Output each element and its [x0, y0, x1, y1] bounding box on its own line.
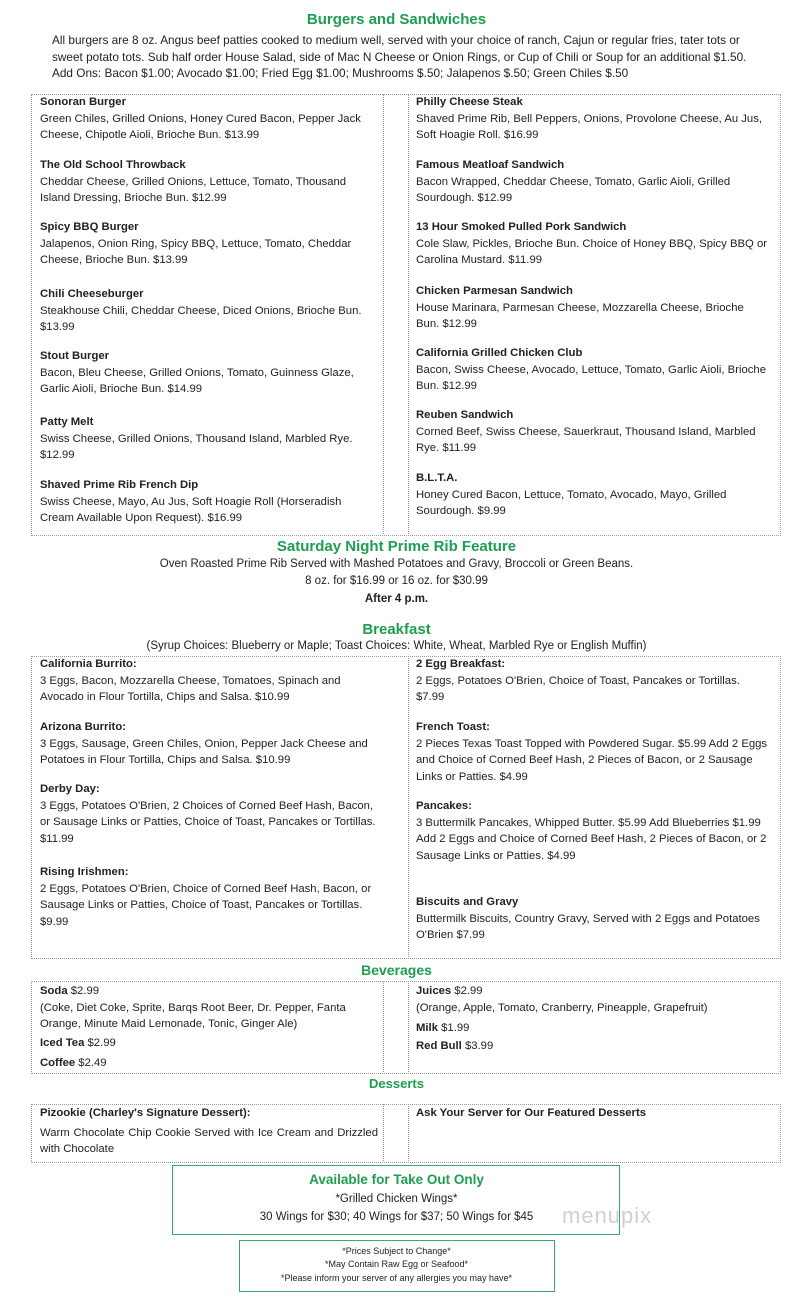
iced-tea-item — [40, 1035, 116, 1052]
menu-item — [416, 894, 768, 944]
menu-item-name: Philly Cheese Steak — [416, 96, 523, 108]
column-divider — [408, 1104, 409, 1161]
menu-item-desc: Buttermilk Biscuits, Country Gravy, Served with 2 Eggs and Potatoes O'Brien $7.99 — [416, 912, 760, 942]
menu-item-name: Stout Burger — [40, 350, 110, 362]
menu-item-desc: 2 Eggs, Potatoes O'Brien, Choice of Corned Beef Hash, Bacon, or Sausage Links or Patties, Choice of Toast, Pancakes or Tortillas. $9.99 — [40, 882, 372, 928]
menu-item-name: Patty Melt — [40, 416, 94, 428]
prime-rib-prices: 8 oz. for $16.99 or 16 oz. for $30.99 — [305, 575, 488, 587]
menu-item — [40, 286, 378, 336]
menu-item-name: B.L.T.A. — [416, 472, 458, 484]
menu-item-desc: 3 Eggs, Bacon, Mozzarella Cheese, Tomatoes, Spinach and Avocado in Flour Tortilla, Chips and Salsa. $10.99 — [40, 674, 341, 704]
red-bull-name: Red Bull — [416, 1040, 462, 1052]
menu-item — [40, 719, 378, 769]
prime-rib-time: After 4 p.m. — [364, 593, 429, 605]
breakfast-choices: (Syrup Choices: Blueberry or Maple; Toast Choices: White, Wheat, Marbled Rye or English Muffin) — [146, 640, 647, 652]
menu-item-desc: 3 Buttermilk Pancakes, Whipped Butter. $5.99 Add Blueberries $1.99 Add 2 Eggs and Choice of Corned Beef Hash, 2 Pieces of Bacon, or 2 Sausage Links or Patties. $4.99 — [416, 816, 767, 862]
menu-item — [40, 348, 378, 398]
burgers-intro: All burgers are 8 oz. Angus beef patties cooked to medium well, served with your choice of ranch, Cajun or regular fries, tater tots or sweet potato tots. Sub half order House Salad, side of Mac N Cheese or Onion Rings, or Cup of Chili or Soup for an additional $1.50. Add Ons: Bacon $1.00; Avocado $1.00; Fried Egg $1.00; Mushrooms $.50; Jalapenos $.50; Green Chiles $.50 — [52, 33, 747, 80]
menu-item-desc: 2 Pieces Texas Toast Topped with Powdered Sugar. $5.99 Add 2 Eggs and Choice of Corned Beef Hash, 2 Pieces of Bacon, or 2 Sausage Links or Patties. $4.99 — [416, 737, 768, 783]
soda-name: Soda — [40, 985, 68, 997]
soda-desc: (Coke, Diet Coke, Sprite, Barqs Root Beer, Dr. Pepper, Fanta Orange, Minute Maid Lemonade, Tonic, Ginger Ale) — [40, 1001, 346, 1031]
juices-price: $2.99 — [451, 985, 483, 997]
iced-tea-price: $2.99 — [84, 1037, 116, 1049]
menu-item-name: Reuben Sandwich — [416, 409, 514, 421]
menu-item-desc: Cheddar Cheese, Grilled Onions, Lettuce, Tomato, Thousand Island Dressing, Brioche Bun. $12.99 — [40, 175, 347, 205]
menu-item-name: 13 Hour Smoked Pulled Pork Sandwich — [416, 221, 627, 233]
column-divider — [408, 94, 409, 534]
menu-item-desc: Corned Beef, Swiss Cheese, Sauerkraut, Thousand Island, Marbled Rye. $11.99 — [416, 425, 756, 455]
menu-item-desc: 2 Eggs, Potatoes O'Brien, Choice of Toast, Pancakes or Tortillas. $7.99 — [416, 674, 740, 704]
menu-item — [416, 719, 768, 785]
menu-item-desc: 3 Eggs, Sausage, Green Chiles, Onion, Pepper Jack Cheese and Potatoes in Flour Tortilla, Chips and Salsa. $10.99 — [40, 737, 368, 767]
note-allergies: *Please inform your server of any allergies you may have* — [280, 1273, 513, 1283]
red-bull-price: $3.99 — [461, 1040, 494, 1052]
menu-item-name: The Old School Throwback — [40, 159, 186, 171]
juices-item — [416, 983, 776, 1016]
menu-item-desc: Bacon Wrapped, Cheddar Cheese, Tomato, Garlic Aioli, Grilled Sourdough. $12.99 — [416, 175, 731, 205]
menu-item — [40, 219, 378, 269]
menu-item-name: California Grilled Chicken Club — [416, 347, 583, 359]
prime-rib-title: Saturday Night Prime Rib Feature — [276, 538, 517, 555]
menu-item — [416, 407, 768, 457]
menu-item-desc: House Marinara, Parmesan Cheese, Mozzarella Cheese, Brioche Bun. $12.99 — [416, 301, 744, 331]
menu-item-name: Arizona Burrito: — [40, 721, 126, 733]
desserts-title: Desserts — [369, 1076, 424, 1091]
menu-item-desc: 3 Eggs, Potatoes O'Brien, 2 Choices of Corned Beef Hash, Bacon, or Sausage Links or Patties, Choice of Toast, Pancakes or Tortillas. $11.99 — [40, 799, 376, 845]
menu-item-name: Sonoran Burger — [40, 96, 126, 108]
beverages-title: Beverages — [361, 962, 432, 978]
soda-item — [40, 983, 380, 1033]
menu-item — [40, 414, 378, 464]
menu-item-desc: Cole Slaw, Pickles, Brioche Bun. Choice of Honey BBQ, Spicy BBQ or Carolina Mustard. $11.99 — [416, 237, 767, 267]
note-prices: *Prices Subject to Change* — [342, 1246, 451, 1256]
note-raw-egg: *May Contain Raw Egg or Seafood* — [324, 1259, 469, 1269]
takeout-title: Available for Take Out Only — [309, 1172, 484, 1187]
menu-item-name: Famous Meatloaf Sandwich — [416, 159, 565, 171]
takeout-prices: 30 Wings for $30; 40 Wings for $37; 50 Wings for $45 — [259, 1211, 534, 1223]
menu-item-name: Biscuits and Gravy — [416, 896, 519, 908]
menu-item — [416, 345, 768, 395]
menu-item-desc: Swiss Cheese, Grilled Onions, Thousand Island, Marbled Rye. $12.99 — [40, 432, 353, 462]
menu-item — [40, 477, 378, 527]
menu-item-desc: Shaved Prime Rib, Bell Peppers, Onions, Provolone Cheese, Au Jus, Soft Hoagie Roll. $16.99 — [416, 112, 762, 142]
column-divider — [383, 94, 384, 534]
menu-item — [416, 656, 768, 706]
menu-item — [416, 470, 768, 520]
menu-item — [40, 94, 378, 144]
menu-item-name: California Burrito: — [40, 658, 137, 670]
menu-item — [416, 219, 768, 269]
column-divider — [383, 981, 384, 1072]
soda-price: $2.99 — [67, 985, 100, 997]
menu-item-name: Shaved Prime Rib French Dip — [40, 479, 199, 491]
featured-desserts: Ask Your Server for Our Featured Desserts — [416, 1107, 647, 1119]
menu-item-name: French Toast: — [416, 721, 490, 733]
milk-name: Milk — [416, 1022, 438, 1034]
iced-tea-name: Iced Tea — [40, 1037, 85, 1049]
menu-item — [416, 157, 768, 207]
takeout-item: *Grilled Chicken Wings* — [335, 1193, 458, 1205]
menu-item-name: Rising Irishmen: — [40, 866, 129, 878]
red-bull-item — [416, 1038, 493, 1055]
pizookie-item — [40, 1105, 378, 1158]
menu-item-desc: Green Chiles, Grilled Onions, Honey Cured Bacon, Pepper Jack Cheese, Chipotle Aioli, Brioche Bun. $13.99 — [40, 112, 361, 142]
column-divider — [408, 981, 409, 1072]
milk-price: $1.99 — [437, 1022, 470, 1034]
coffee-name: Coffee — [40, 1057, 76, 1069]
burgers-title: Burgers and Sandwiches — [306, 11, 487, 28]
menu-item-desc: Jalapenos, Onion Ring, Spicy BBQ, Lettuce, Tomato, Cheddar Cheese, Brioche Bun. $13.99 — [40, 237, 352, 267]
column-divider — [383, 1104, 384, 1161]
menu-item-name: Chicken Parmesan Sandwich — [416, 285, 573, 297]
menu-item-name: 2 Egg Breakfast: — [416, 658, 506, 670]
column-divider — [408, 656, 409, 957]
menupix-watermark: menupix — [562, 1203, 653, 1228]
juices-name: Juices — [416, 985, 452, 997]
menu-item-desc: Bacon, Bleu Cheese, Grilled Onions, Tomato, Guinness Glaze, Garlic Aioli, Brioche Bun. $14.99 — [40, 366, 354, 396]
menu-item — [40, 781, 378, 847]
milk-item — [416, 1020, 469, 1037]
breakfast-title: Breakfast — [362, 621, 431, 638]
menu-item — [416, 798, 768, 864]
menu-item-desc: Bacon, Swiss Cheese, Avocado, Lettuce, Tomato, Garlic Aioli, Brioche Bun. $12.99 — [416, 363, 766, 393]
menu-item — [40, 656, 378, 706]
coffee-item — [40, 1055, 107, 1072]
menu-item-name: Chili Cheeseburger — [40, 288, 144, 300]
coffee-price: $2.49 — [75, 1057, 107, 1069]
prime-rib-desc: Oven Roasted Prime Rib Served with Mashed Potatoes and Gravy, Broccoli or Green Beans. — [159, 558, 634, 570]
menu-item-name: Spicy BBQ Burger — [40, 221, 139, 233]
juices-desc: (Orange, Apple, Tomato, Cranberry, Pineapple, Grapefruit) — [416, 1001, 708, 1014]
menu-item-desc: Swiss Cheese, Mayo, Au Jus, Soft Hoagie Roll (Horseradish Cream Available Upon Request). $16.99 — [40, 495, 342, 525]
menu-item — [416, 94, 768, 144]
menu-item — [40, 864, 378, 930]
pizookie-desc: Warm Chocolate Chip Cookie Served with Ice Cream and Drizzled with Chocolate — [40, 1126, 378, 1156]
pizookie-name: Pizookie (Charley's Signature Dessert): — [40, 1107, 251, 1119]
menu-item-desc: Honey Cured Bacon, Lettuce, Tomato, Avocado, Mayo, Grilled Sourdough. $9.99 — [416, 488, 727, 518]
menu-item — [416, 283, 768, 333]
menu-item-name: Pancakes: — [416, 800, 472, 812]
menu-item-name: Derby Day: — [40, 783, 100, 795]
menu-item-desc: Steakhouse Chili, Cheddar Cheese, Diced Onions, Brioche Bun. $13.99 — [40, 304, 362, 334]
menu-item — [40, 157, 378, 207]
